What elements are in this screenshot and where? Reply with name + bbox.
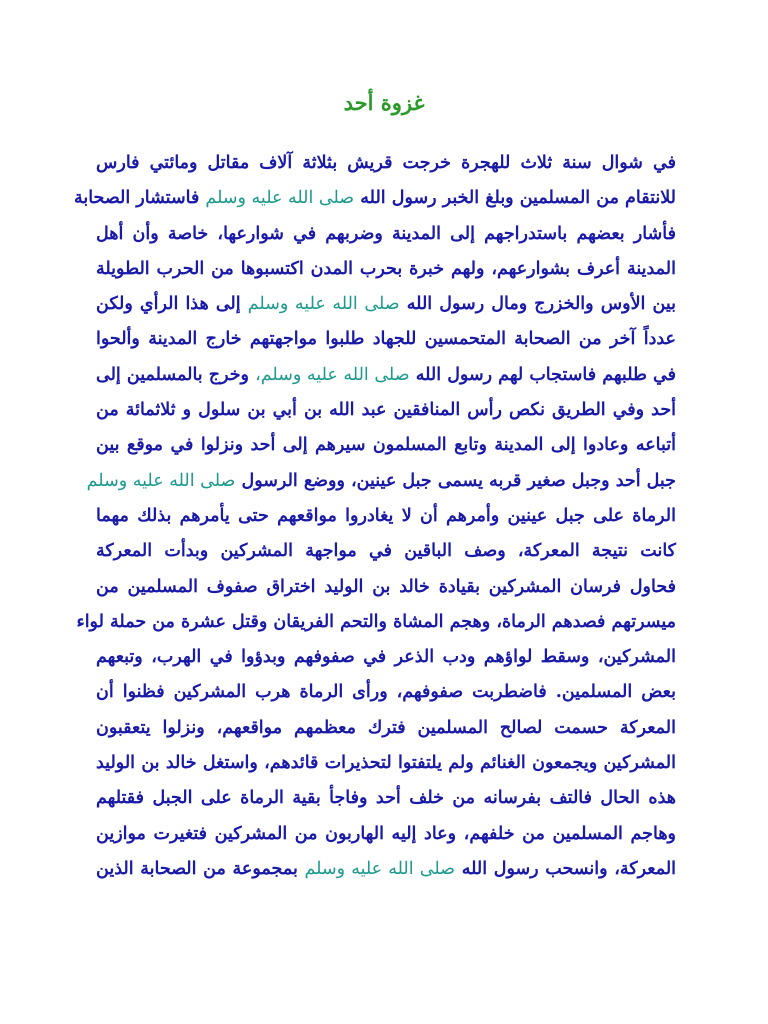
line-text: المعركة حسمت لصالح المسلمين فترك معظمهم مواقعهم، ونزلوا يتعقبون (96, 717, 676, 738)
line-text: في طلبهم فاستجاب لهم رسول الله (409, 364, 676, 385)
salutation-text: صلى الله عليه وسلم (86, 470, 236, 491)
line-text: الرماة على جبل عينين وأمرهم أن لا يغادروا مواقعهم حتى يأمرهم بذلك مهما (96, 505, 676, 526)
text-line (96, 570, 676, 605)
text-line (86, 464, 676, 499)
line-text: في شوال سنة ثلاث للهجرة خرجت قريش بثلاثة آلاف مقاتل ومائتي فارس (96, 153, 676, 173)
text-line (96, 675, 676, 710)
line-text: للانتقام من المسلمين وبلغ الخبر رسول الله (354, 188, 676, 209)
line-text: المشركين، وسقط لواؤهم ودب الذعر في صفوفهم وبدؤوا في الهرب، وتبعهم (96, 647, 676, 668)
text-line (96, 781, 676, 816)
salutation-text: صلى الله عليه وسلم (304, 858, 456, 879)
line-text: عدداً آخر من الصحابة المتحمسين للجهاد طلبوا مواجهتهم خارج المدينة وألحوا (96, 329, 676, 350)
text-line (96, 746, 676, 781)
line-text: فاستشار الصحابة (73, 188, 206, 209)
line-text: إلى هذا الرأي ولكن (96, 294, 248, 315)
line-text: فحاول فرسان المشركين بقيادة خالد بن الوليد اختراق صفوف المسلمين من (96, 576, 676, 597)
salutation-text: صلى الله عليه وسلم (247, 294, 400, 315)
line-text: أتباعه وعادوا إلى المدينة وتابع المسلمون سيرهم إلى أحد ونزلوا في موقع بين (96, 435, 676, 456)
line-text: المدينة أعرف بشوارعهم، ولهم خبرة بحرب المدن اكتسبوها من الحرب الطويلة (96, 258, 676, 279)
text-line (96, 534, 676, 569)
line-text: بين الأوس والخزرج ومال رسول الله (399, 294, 677, 315)
text-line (96, 711, 676, 746)
text-line (96, 428, 676, 463)
text-line (96, 852, 676, 887)
article-body (73, 146, 677, 887)
text-line (96, 252, 676, 287)
line-text: وخرج بالمسلمين إلى (96, 364, 256, 385)
line-text: بعض المسلمين. فاضطربت صفوفهم، ورأى الرماة هرب المشركين فظنوا أن (96, 682, 676, 703)
line-text: المشركين ويجمعون الغنائم ولم يلتفتوا لتحذيرات قائدهم، واستغل خالد بن الوليد (96, 753, 676, 774)
line-text: وهاجم المسلمين من خلفهم، وعاد إليه الهاربون من المشركين فتغيرت موازين (96, 823, 676, 844)
line-text: أحد وفي الطريق نكص رأس المنافقين عبد الله بن أبي بن سلول و ثلاثمائة من (96, 400, 676, 421)
text-line (73, 181, 676, 216)
text-line (96, 322, 676, 357)
text-line (76, 605, 676, 640)
text-line (96, 817, 676, 852)
text-line (96, 640, 676, 675)
page-title: غزوة أحد (343, 90, 425, 115)
text-line (96, 499, 676, 534)
line-text: جبل أحد وجبل صغير قربه يسمى جبل عينين، ووضع الرسول (235, 470, 676, 491)
text-line (96, 146, 676, 181)
line-text: بمجموعة من الصحابة الذين (96, 858, 305, 879)
line-text: المعركة، وانسحب رسول الله (455, 858, 677, 879)
salutation-text: صلى الله عليه وسلم، (255, 364, 410, 385)
salutation-text: صلى الله عليه وسلم (205, 188, 355, 209)
text-line (96, 393, 676, 428)
line-text: كانت نتيجة المعركة، وصف الباقين في مواجهة المشركين وبدأت المعركة (96, 541, 676, 562)
text-line (96, 287, 676, 322)
line-text: ميسرتهم فصدهم الرماة، وهجم المشاة والتحم الفريقان وقتل عشرة من حملة لواء (76, 611, 676, 632)
text-line (96, 217, 676, 252)
text-line (96, 358, 676, 393)
line-text: هذه الحال فالتف بفرسانه من خلف أحد وفاجأ بقية الرماة على الجبل فقتلهم (96, 788, 676, 809)
line-text: فأشار بعضهم باستدراجهم إلى المدينة وضربهم في شوارعها، خاصة وأن أهل (96, 223, 676, 244)
